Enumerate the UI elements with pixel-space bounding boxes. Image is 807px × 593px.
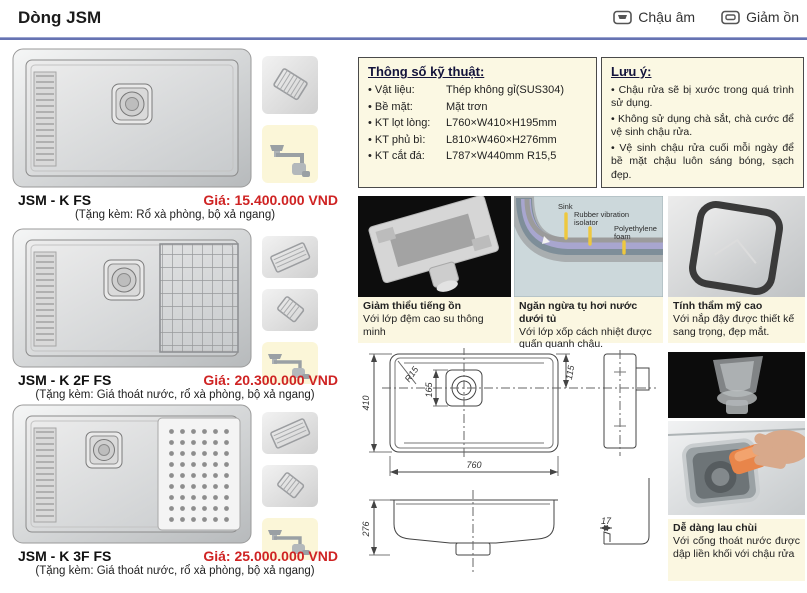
spec-label: • KT phủ bì: bbox=[368, 134, 446, 146]
dim-760: 760 bbox=[466, 460, 482, 470]
feature-desc: Với cống thoát nước được dập liền khối với chậu rửa bbox=[673, 534, 800, 560]
spec-label: • Bề mặt: bbox=[368, 101, 446, 113]
spec-value: L760×W410×H195mm bbox=[446, 117, 557, 129]
feature-desc: Với nắp đậy được thiết kế sang trọng, đẹp mắt. bbox=[673, 312, 795, 338]
feature-desc: Với lớp xốp cách nhiệt được quấn quanh chậu. bbox=[519, 325, 652, 351]
accessory-soap-basket-thumb bbox=[262, 465, 318, 512]
dim-17: 17 bbox=[600, 516, 612, 526]
dim-r15: R15 bbox=[402, 364, 421, 384]
spec-value: Mặt trơn bbox=[446, 100, 488, 113]
badge-label: Giảm ồn bbox=[746, 9, 799, 25]
feature-aesthetics bbox=[668, 196, 805, 343]
feature-title: Tính thẩm mỹ cao bbox=[673, 300, 763, 312]
product-gift-note: (Tặng kèm: Giá thoát nước, rổ xà phòng, bộ xả ngang) bbox=[35, 389, 315, 401]
product-accessories bbox=[262, 56, 318, 188]
spec-value: L810×W460×H276mm bbox=[446, 133, 557, 146]
spec-row bbox=[368, 134, 587, 146]
badge-noise-reduction bbox=[721, 9, 799, 25]
feature-noise-reduction bbox=[358, 196, 511, 343]
dim-276: 276 bbox=[361, 521, 371, 537]
feature-title: Dễ dàng lau chùi bbox=[673, 522, 758, 534]
diagram-label-rubber-2: isolator bbox=[574, 218, 599, 227]
technical-drawing bbox=[356, 348, 660, 591]
note-item: • Chậu rửa sẽ bị xước trong quá trình sử dụng. bbox=[611, 84, 794, 111]
feature-title: Ngăn ngừa tụ hơi nước dưới tủ bbox=[519, 300, 638, 325]
dim-115: 115 bbox=[563, 364, 577, 381]
product-card-jsm-k-3f-fs bbox=[10, 404, 348, 586]
product-card-jsm-k-2f-fs bbox=[10, 228, 348, 408]
accessory-drain-rack-thumb bbox=[262, 412, 318, 459]
feature-caption bbox=[358, 297, 511, 343]
feature-caption bbox=[668, 297, 805, 343]
badge-label: Chậu âm bbox=[638, 9, 696, 25]
product-image-sink bbox=[12, 48, 252, 193]
notes-title: Lưu ý: bbox=[611, 64, 652, 79]
accessory-soap-basket-thumb bbox=[262, 289, 318, 336]
badge-undermount bbox=[613, 9, 695, 25]
sink-underside-image bbox=[358, 196, 511, 297]
feature-caption bbox=[668, 519, 805, 581]
product-image-sink bbox=[12, 228, 252, 373]
product-name: JSM - K FS bbox=[18, 192, 92, 208]
feature-anti-condensation bbox=[514, 196, 663, 351]
header-badges bbox=[613, 9, 799, 25]
drain-cover-image bbox=[668, 196, 805, 297]
product-card-jsm-k-fs bbox=[10, 48, 348, 228]
product-price: Giá: 15.400.000 VND bbox=[203, 192, 338, 208]
noise-reduction-icon bbox=[721, 10, 740, 25]
feature-caption bbox=[514, 297, 663, 351]
spec-value: Thép không gỉ(SUS304) bbox=[446, 84, 565, 96]
spec-row bbox=[368, 150, 587, 162]
dim-165: 165 bbox=[424, 382, 434, 398]
spec-label: • KT cắt đá: bbox=[368, 150, 446, 162]
feature-desc: Với lớp đệm cao su thông minh bbox=[363, 312, 484, 338]
product-image-sink bbox=[12, 404, 252, 549]
spec-value: L787×W440mm R15,5 bbox=[446, 150, 557, 162]
feature-title: Giảm thiểu tiếng ồn bbox=[363, 300, 462, 312]
product-gift-note: (Tặng kèm: Giá thoát nước, rổ xà phòng, bộ xả ngang) bbox=[35, 565, 315, 577]
notes-box bbox=[601, 57, 804, 188]
accessory-drain-rack-thumb bbox=[262, 236, 318, 283]
product-price: Giá: 20.300.000 VND bbox=[203, 372, 338, 388]
product-gift-note: (Tặng kèm: Rổ xà phòng, bộ xả ngang) bbox=[74, 209, 276, 221]
undermount-sink-icon bbox=[613, 10, 632, 25]
note-item: • Không sử dụng chà sắt, chà cước để vệ sinh chậu rửa. bbox=[611, 113, 794, 140]
product-accessories bbox=[262, 412, 318, 565]
cleaning-hand-image bbox=[668, 421, 805, 515]
product-accessories bbox=[262, 236, 318, 389]
spec-row bbox=[368, 84, 587, 96]
spec-label: • KT lọt lòng: bbox=[368, 117, 446, 129]
spec-title: Thông số kỹ thuật: bbox=[368, 64, 485, 79]
diagram-label-foam-1: Polyethylene bbox=[614, 224, 657, 233]
diagram-label-foam-2: foam bbox=[614, 232, 631, 241]
note-item: • Vệ sinh chậu rửa cuối mỗi ngày để bề mặt chậu luôn sáng bóng, sạch đẹp. bbox=[611, 142, 794, 182]
accessory-soap-basket-thumb bbox=[262, 56, 318, 119]
spec-row bbox=[368, 101, 587, 113]
spec-box bbox=[358, 57, 597, 188]
product-name: JSM - K 2F FS bbox=[18, 372, 112, 388]
spec-row bbox=[368, 117, 587, 129]
easy-clean-section bbox=[668, 352, 805, 581]
insulation-cross-section-diagram bbox=[514, 196, 663, 297]
header-divider bbox=[0, 37, 807, 40]
diagram-label-sink: Sink bbox=[558, 202, 573, 211]
page-title: Dòng JSM bbox=[18, 8, 102, 27]
accessory-drain-pipe-thumb bbox=[262, 125, 318, 188]
product-name: JSM - K 3F FS bbox=[18, 548, 112, 564]
integrated-drain-image bbox=[668, 352, 805, 418]
diagram-label-rubber-1: Rubber vibration bbox=[574, 210, 630, 219]
product-price: Giá: 25.000.000 VND bbox=[203, 548, 338, 564]
dim-410: 410 bbox=[361, 395, 371, 411]
spec-label: • Vật liệu: bbox=[368, 84, 446, 96]
